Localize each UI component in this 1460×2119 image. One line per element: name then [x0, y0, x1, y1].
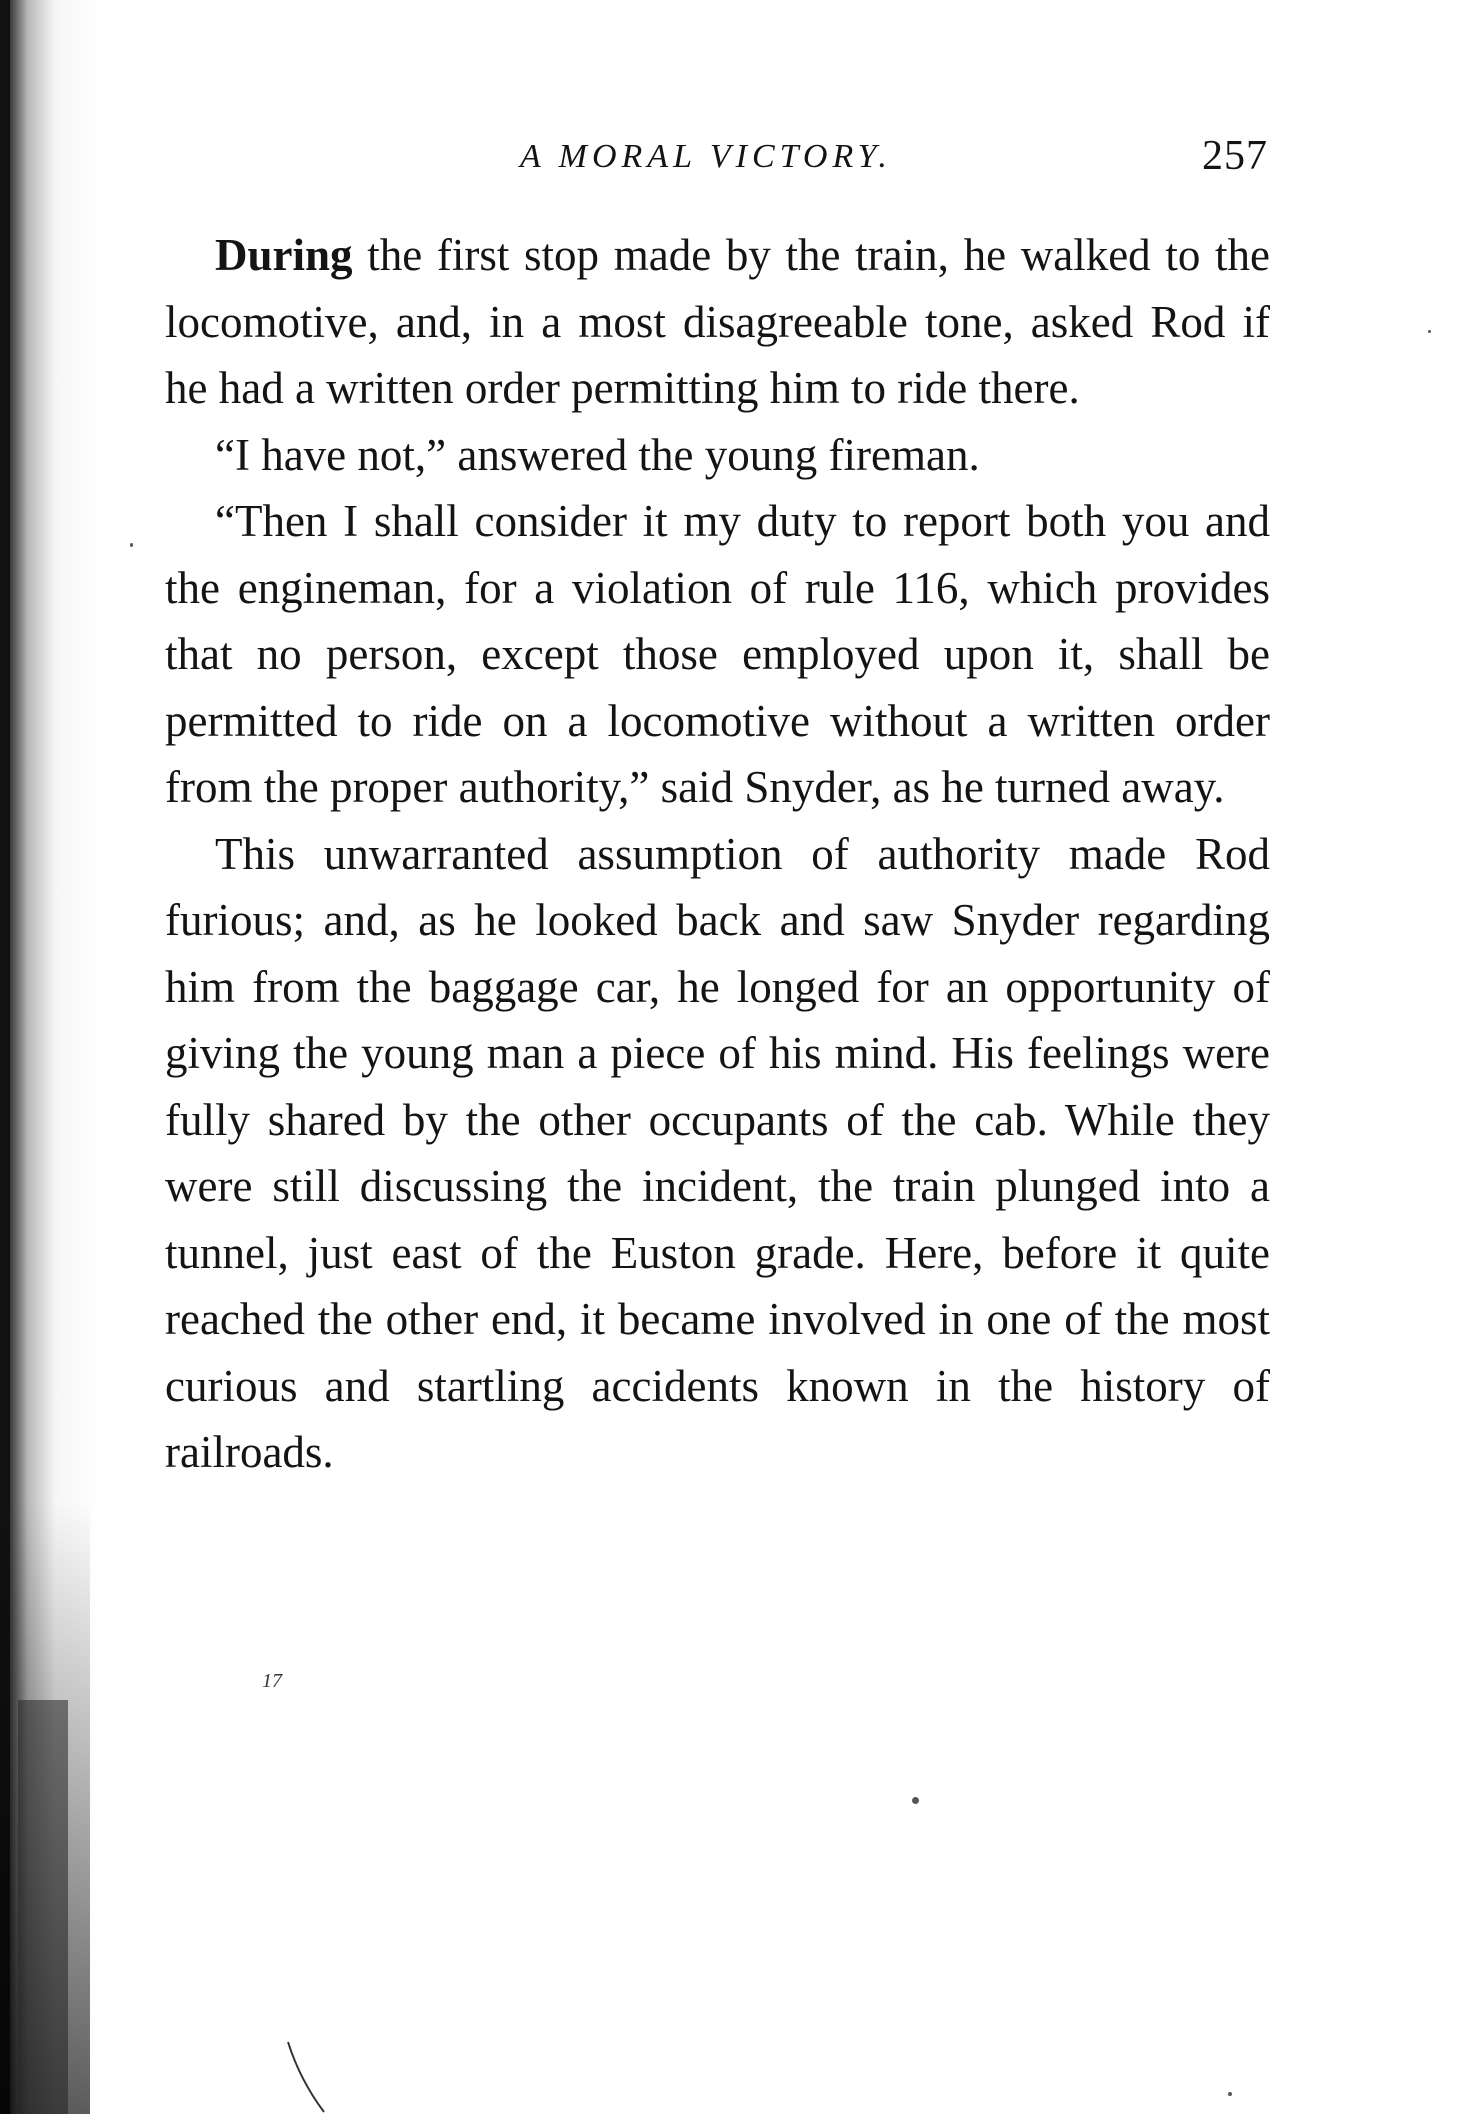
- paragraph-1-text: the first stop made by the train, he walked to the locomotive, and, in a most disagreeable tone, asked Rod if he had a written order permitting him to ride there.: [165, 230, 1270, 413]
- paragraph-1: [165, 222, 1270, 422]
- paragraph-2: “I have not,” answered the young fireman.: [215, 429, 980, 480]
- stray-pen-stroke: [286, 2040, 326, 2114]
- binding-shadow: [0, 0, 100, 2114]
- paragraph-3: “Then I shall consider it my duty to report both you and the engineman, for a violation of rule 116, which provides that no person, except those employed upon it, shall be permitted to ride on a locomotive without a written order from the proper authority,” said Snyder, as he turned away.: [165, 496, 1270, 812]
- page-number: 257: [1202, 133, 1268, 179]
- paragraph-4: This unwarranted assumption of authority made Rod furious; and, as he looked back and saw Snyder regarding him from the baggage car, he longed for an opportunity of giving the young man a piece of his mind. His feelings were fully shared by the other occupants of the cab. While they were still discussing the incident, the train plunged into a tunnel, just east of the Euston grade. Here, before it quite reached the other end, it became involved in one of the most curious and startling accidents known in the history of railroads.: [165, 828, 1270, 1477]
- running-title: A MORAL VICTORY.: [520, 138, 892, 175]
- ink-speck: [1228, 2092, 1232, 2096]
- ink-speck: [912, 1797, 919, 1804]
- signature-mark: 17: [262, 1670, 282, 1692]
- first-word: During: [215, 230, 353, 280]
- ink-speck: [1428, 330, 1431, 333]
- body-text: [165, 222, 1270, 1486]
- page-header: [165, 132, 1270, 192]
- ink-speck: [130, 543, 133, 547]
